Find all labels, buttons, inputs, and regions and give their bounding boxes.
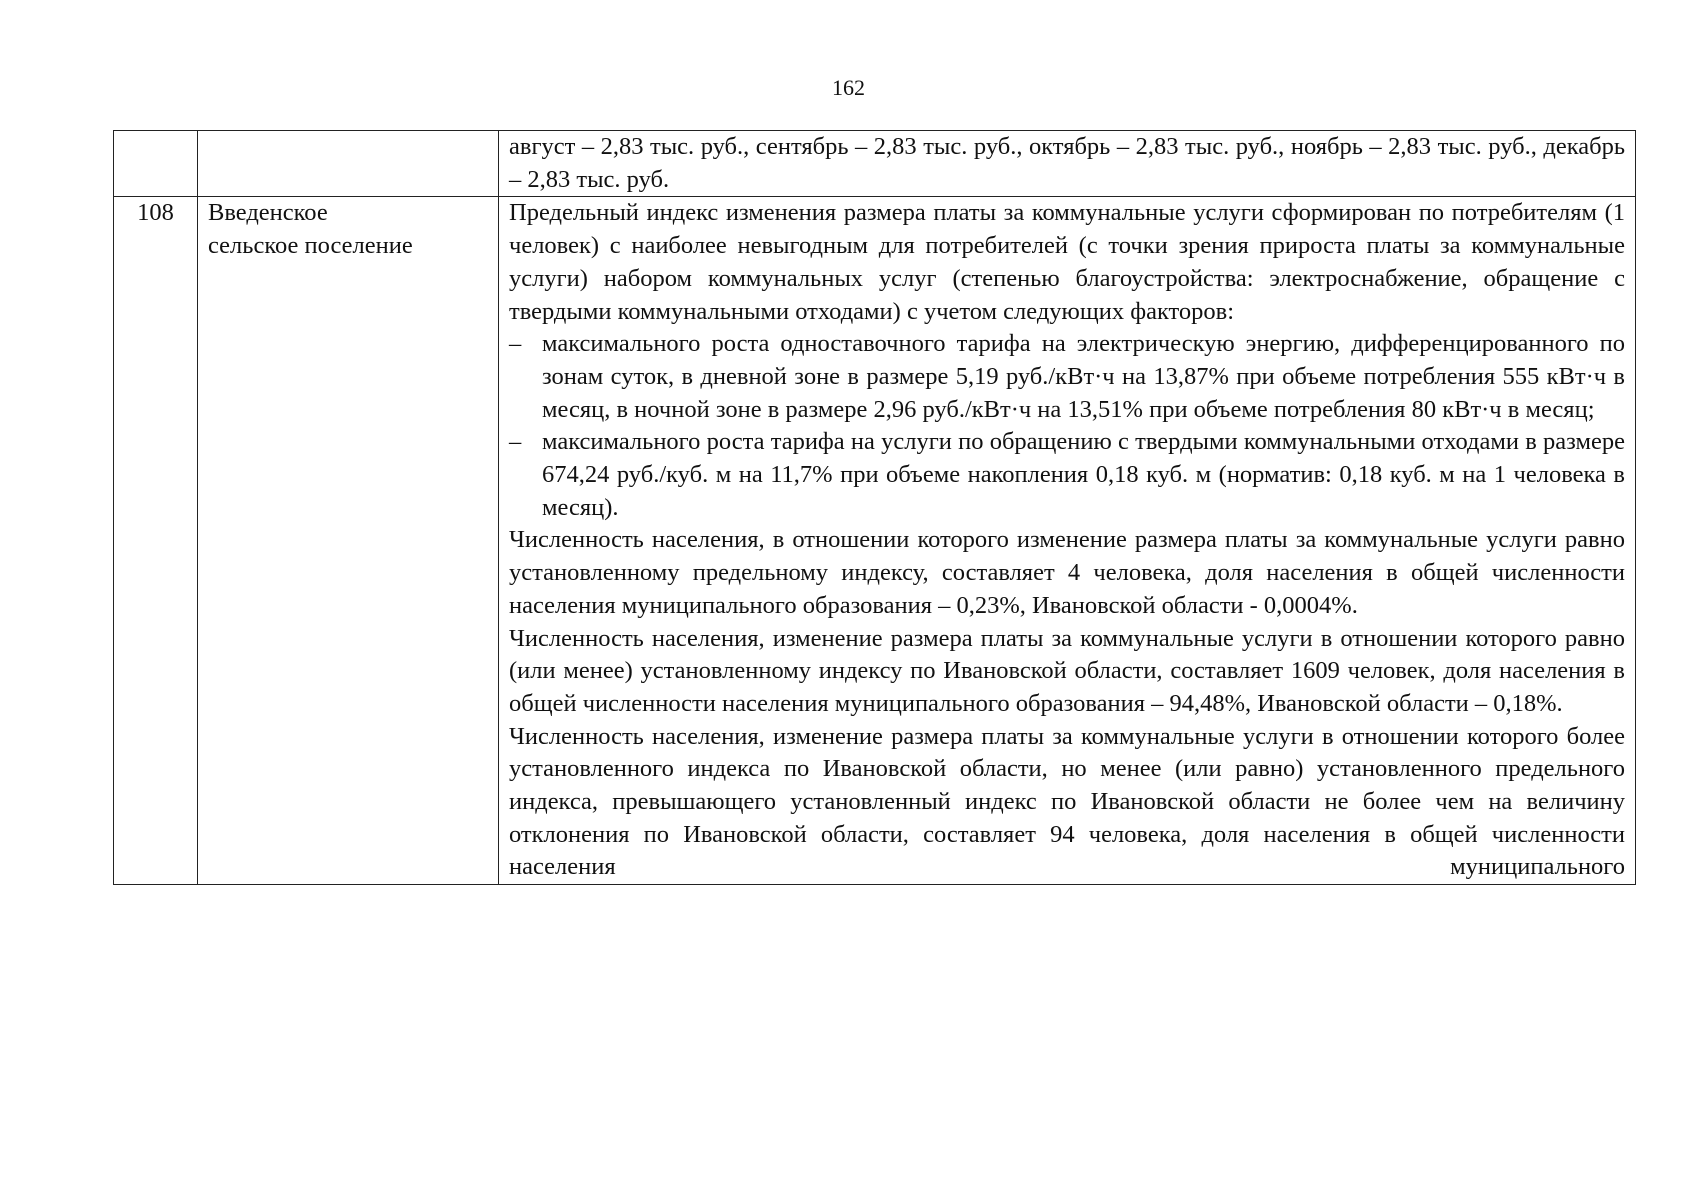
description-cell bbox=[499, 197, 1636, 885]
continuation-paragraph: август – 2,83 тыс. руб., сентябрь – 2,83 тыс. руб., октябрь – 2,83 тыс. руб., ноябрь – 2,83 тыс. руб., декабрь – 2,83 тыс. руб. bbox=[509, 133, 1625, 193]
list-item-text: максимального роста одноставочного тарифа на электрическую энергию, дифференцированного по зонам суток, в дневной зоне в размере 5,19 руб./кВт·ч на 13,87% при объеме потребления 555 кВт·ч в месяц, в ночной зоне в размере 2,96 руб./кВт·ч на 13,51% при объеме потребления 80 кВт·ч в месяц; bbox=[542, 330, 1625, 423]
municipality-name-cell bbox=[198, 197, 499, 885]
population-paragraph: Численность населения, в отношении которого изменение размера платы за коммунальные услуги равно установленному предельному индексу, составляет 4 человека, доля населения в общей численности населения муниципального образования – 0,23%, Ивановской области - 0,0004%. bbox=[509, 526, 1625, 619]
tariff-table bbox=[113, 130, 1636, 885]
row-number-cell: 108 bbox=[114, 197, 198, 885]
list-item-text: максимального роста тарифа на услуги по обращению с твердыми коммунальными отходами в размере 674,24 руб./куб. м на 11,7% при объеме накопления 0,18 куб. м (норматив: 0,18 куб. м на 1 человека в месяц). bbox=[542, 428, 1625, 521]
description-cell bbox=[499, 131, 1636, 197]
population-paragraph: Численность населения, изменение размера платы за коммунальные услуги в отношении которого более установленного индекса по Ивановской области, но менее (или равно) установленного предельного индекса, превышающего установленный индекс по Ивановской области не более чем на величину отклонения по Ивановской области, составляет 94 человека, доля населения в общей численности населения муниципального bbox=[509, 722, 1625, 881]
list-item bbox=[509, 328, 1625, 426]
row-number-cell bbox=[114, 131, 198, 197]
municipality-name-line: сельское поселение bbox=[208, 232, 413, 260]
table-row bbox=[114, 131, 1636, 197]
population-paragraph: Численность населения, изменение размера платы за коммунальные услуги в отношении которого равно (или менее) установленному индексу по Ивановской области, составляет 1609 человек, доля населения в общей численности населения муниципального образования – 94,48%, Ивановской области – 0,18%. bbox=[509, 624, 1625, 717]
list-item bbox=[509, 426, 1625, 524]
dash-bullet: – bbox=[509, 428, 522, 456]
page-number: 162 bbox=[832, 75, 865, 100]
factor-list bbox=[509, 328, 1625, 524]
municipality-name-cell bbox=[198, 131, 499, 197]
municipality-name-line: Введенское bbox=[208, 199, 328, 227]
intro-paragraph: Предельный индекс изменения размера платы за коммунальные услуги сформирован по потребителям (1 человек) с наиболее невыгодным для потребителей (с точки зрения прироста платы за коммунальные услуги) набором коммунальных услуг (степенью благоустройства: электроснабжение, обращение с твердыми коммунальными отходами) с учетом следующих факторов: bbox=[509, 199, 1625, 325]
dash-bullet: – bbox=[509, 330, 522, 358]
table-row bbox=[114, 197, 1636, 885]
